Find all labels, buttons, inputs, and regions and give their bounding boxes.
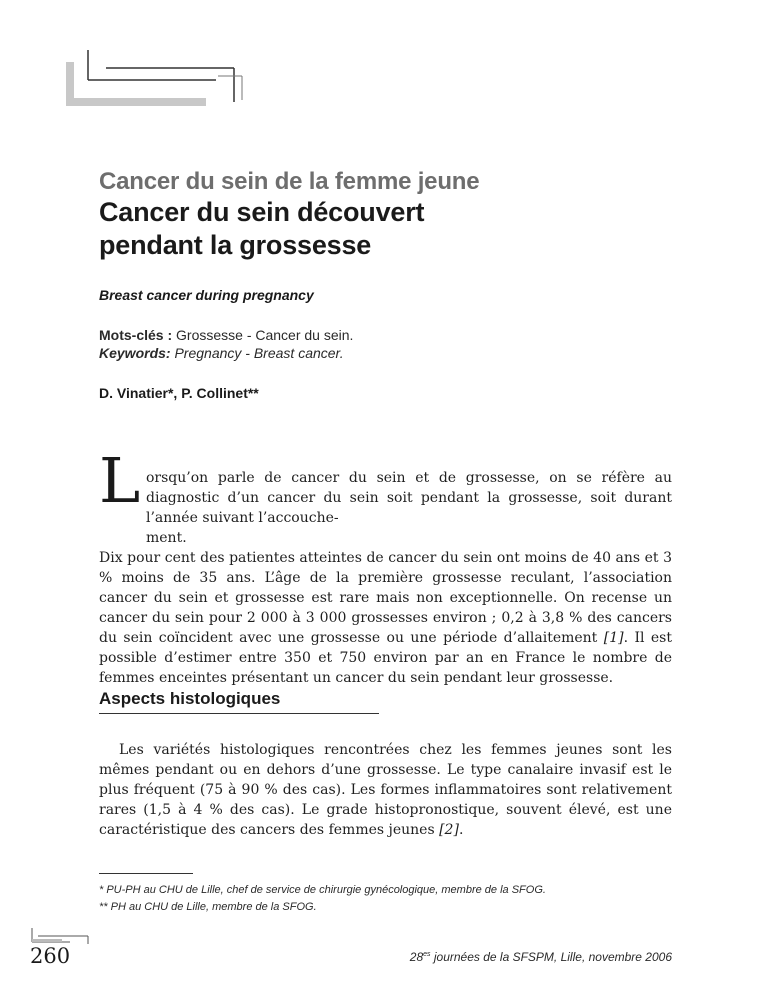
keywords-en-text: Pregnancy - Breast cancer.	[174, 345, 344, 361]
title-line-1: Cancer du sein découvert	[99, 197, 425, 227]
keywords-block	[99, 326, 353, 362]
footer-superscript: es	[423, 951, 431, 958]
section-p-text: Les variétés histologiques rencontrées chez les femmes jeunes sont les mêmes pendant ou en dehors d’une grossesse. Le type canalaire invasif est le plus fréquent (75 à 90 % des cas). Les formes inflammatoires sont relativement rares (1,5 à 4 % des cas). Le grade histopronostique, souvent élevé, est une caractéristique des cancers des femmes jeunes	[99, 742, 672, 838]
section-heading: Aspects histologiques	[99, 689, 281, 708]
page-title	[99, 196, 424, 262]
section-paragraph	[99, 740, 672, 840]
keywords-fr	[99, 326, 353, 344]
footer-number: 28	[409, 950, 424, 964]
intro-p2-text: Dix pour cent des patientes atteintes de cancer du sein ont moins de 40 ans et 3 % moins de 35 ans. L’âge de la première grossesse reculant, l’association cancer du sein et grossesse est rare mais non exceptionnelle. On recense un cancer du sein pour 2 000 à 3 000 grossesses environ ; 0,2 à 3,8 % des cancers du sein coïncident avec une grossesse ou une période d’allaitement	[99, 550, 672, 646]
citation-2: [2]	[439, 822, 459, 838]
title-line-2: pendant la grossesse	[99, 230, 372, 260]
drop-cap: L	[99, 444, 141, 517]
keywords-fr-text: Grossesse - Cancer du sein.	[176, 327, 354, 343]
intro-p2-text-end: . Il est possible d’estimer entre 350 et 750 environ par an en France le nombre de femmes enceintes présentant un cancer du sein pendant leur grossesse.	[99, 630, 672, 686]
authors: D. Vinatier*, P. Collinet**	[99, 385, 259, 401]
english-title: Breast cancer during pregnancy	[99, 287, 314, 303]
running-footer	[410, 950, 672, 964]
page-number-mark	[30, 928, 92, 944]
keywords-fr-label: Mots-clés :	[99, 327, 173, 343]
citation-1: [1]	[603, 630, 624, 646]
intro-paragraph-2	[99, 548, 672, 688]
intro-paragraph-1: orsqu’on parle de cancer du sein et de grossesse, on se réfère au diagnostic d’un cancer du sein soit pendant la grossesse, soit durant l’année suivant l’accouche-	[146, 470, 672, 526]
series-title: Cancer du sein de la femme jeune	[99, 168, 480, 195]
decorative-corner-mark	[66, 50, 256, 106]
footnote-rule	[99, 873, 193, 874]
footer-text: journées de la SFSPM, Lille, novembre 2006	[430, 950, 672, 964]
section-heading-rule	[99, 713, 379, 714]
page-number: 260	[30, 944, 71, 968]
footnote-2: ** PH au CHU de Lille, membre de la SFOG.	[99, 901, 317, 913]
keywords-en	[99, 344, 353, 362]
keywords-en-label: Keywords:	[99, 345, 171, 361]
footnote-1: * PU-PH au CHU de Lille, chef de service de chirurgie gynécologique, membre de la SFOG.	[99, 884, 546, 896]
intro-paragraph-1-end: ment.	[146, 530, 187, 546]
section-p-text-end: .	[458, 822, 464, 838]
